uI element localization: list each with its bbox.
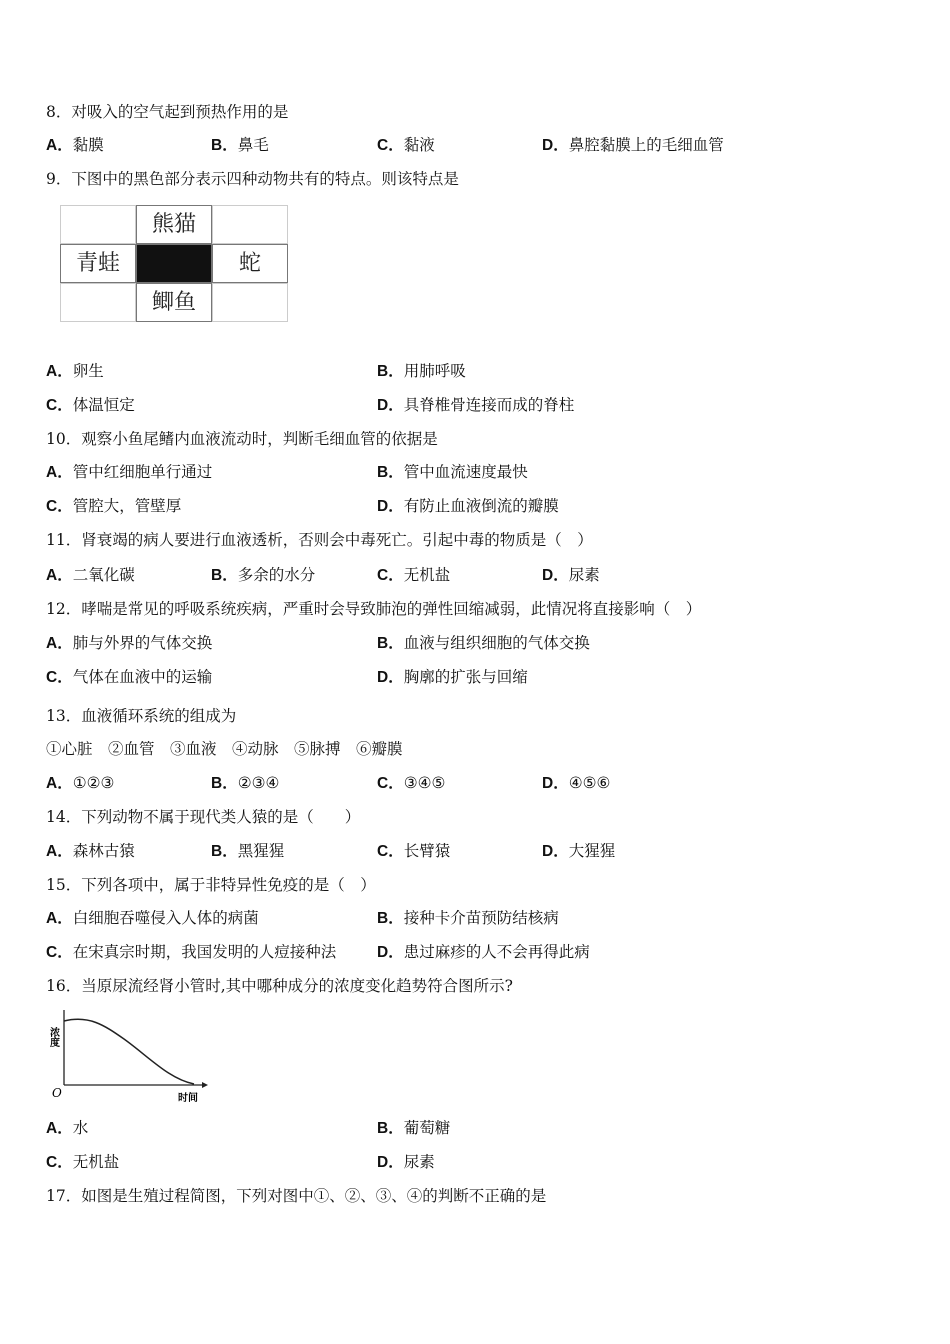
q12-stem: 12．哮喘是常见的呼吸系统疾病，严重时会导致肺泡的弹性回缩减弱，此情况将直接影响（ ） [46, 600, 702, 618]
q8-option-d: D．鼻腔黏膜上的毛细血管 [542, 136, 724, 154]
q13-stem: 13．血液循环系统的组成为 [46, 707, 237, 725]
q16-option-a: A．水 [46, 1119, 89, 1137]
q13-option-d: D．④⑤⑥ [542, 774, 611, 792]
q12-option-b: B．血液与组织细胞的气体交换 [377, 634, 590, 652]
grid-cell-empty [60, 205, 136, 244]
origin-label: O [52, 1086, 62, 1100]
q13-option-b: B．②③④ [211, 774, 280, 792]
x-axis-arrow [202, 1082, 208, 1088]
grid-cell-crucian: 鲫鱼 [136, 283, 212, 322]
q8-option-c: C．黏液 [377, 136, 435, 154]
q11-stem: 11．肾衰竭的病人要进行血液透析，否则会中毒死亡。引起中毒的物质是（ ） [46, 531, 593, 549]
grid-cell-panda: 熊猫 [136, 205, 212, 244]
q8-option-a: A．黏膜 [46, 136, 104, 154]
animal-venn-grid [60, 205, 290, 323]
q13-option-a: A．①②③ [46, 774, 115, 792]
q14-option-c: C．长臂猿 [377, 842, 451, 860]
grid-cell-empty [212, 205, 288, 244]
q10-option-b: B．管中血流速度最快 [377, 463, 528, 481]
q16-stem: 16．当原尿流经肾小管时,其中哪种成分的浓度变化趋势符合图所示? [46, 977, 513, 995]
q11-option-a: A．二氧化碳 [46, 566, 135, 584]
grid-cell-empty [60, 283, 136, 322]
q15-option-d: D．患过麻疹的人不会再得此病 [377, 943, 590, 961]
q10-stem: 10．观察小鱼尾鳍内血液流动时，判断毛细血管的依据是 [46, 430, 438, 448]
q14-option-d: D．大猩猩 [542, 842, 616, 860]
q17-stem: 17．如图是生殖过程简图，下列对图中①、②、③、④的判断不正确的是 [46, 1187, 547, 1205]
q15-option-a: A．白细胞吞噬侵入人体的病菌 [46, 909, 259, 927]
q9-stem: 9．下图中的黑色部分表示四种动物共有的特点。则该特点是 [46, 170, 459, 188]
q10-option-d: D．有防止血液倒流的瓣膜 [377, 497, 559, 515]
q11-option-b: B．多余的水分 [211, 566, 316, 584]
q14-stem: 14．下列动物不属于现代类人猿的是（ ） [46, 808, 361, 826]
q10-option-a: A．管中红细胞单行通过 [46, 463, 213, 481]
q13-sub-list: ①心脏 ②血管 ③血液 ④动脉 ⑤脉搏 ⑥瓣膜 [46, 740, 403, 758]
grid-cell-frog: 青蛙 [60, 244, 136, 283]
x-axis-label: 时间 [178, 1093, 198, 1104]
y-axis-label: 浓度 [47, 1027, 59, 1047]
q11-option-c: C．无机盐 [377, 566, 451, 584]
q16-option-d: D．尿素 [377, 1153, 435, 1171]
q15-option-b: B．接种卡介苗预防结核病 [377, 909, 559, 927]
concentration-curve [64, 1019, 194, 1084]
q14-option-b: B．黑猩猩 [211, 842, 285, 860]
q8-stem: 8．对吸入的空气起到预热作用的是 [46, 103, 289, 121]
q9-option-a: A．卵生 [46, 362, 104, 380]
q12-option-c: C．气体在血液中的运输 [46, 668, 213, 686]
q9-option-d: D．具脊椎骨连接而成的脊柱 [377, 396, 575, 414]
grid-cell-empty [212, 283, 288, 322]
q15-stem: 15．下列各项中，属于非特异性免疫的是（ ） [46, 876, 376, 894]
q14-option-a: A．森林古猿 [46, 842, 135, 860]
q16-option-b: B．葡萄糖 [377, 1119, 451, 1137]
concentration-graph [44, 1005, 209, 1105]
grid-cell-snake: 蛇 [212, 244, 288, 283]
q16-option-c: C．无机盐 [46, 1153, 120, 1171]
q13-option-c: C．③④⑤ [377, 774, 446, 792]
q8-option-b: B．鼻毛 [211, 136, 269, 154]
q10-option-c: C．管腔大，管壁厚 [46, 497, 182, 515]
q15-option-c: C．在宋真宗时期，我国发明的人痘接种法 [46, 943, 337, 961]
grid-cell-shared-black [136, 244, 212, 283]
q9-option-c: C．体温恒定 [46, 396, 135, 414]
q12-option-a: A．肺与外界的气体交换 [46, 634, 213, 652]
q11-option-d: D．尿素 [542, 566, 600, 584]
q12-option-d: D．胸廓的扩张与回缩 [377, 668, 528, 686]
q9-option-b: B．用肺呼吸 [377, 362, 466, 380]
